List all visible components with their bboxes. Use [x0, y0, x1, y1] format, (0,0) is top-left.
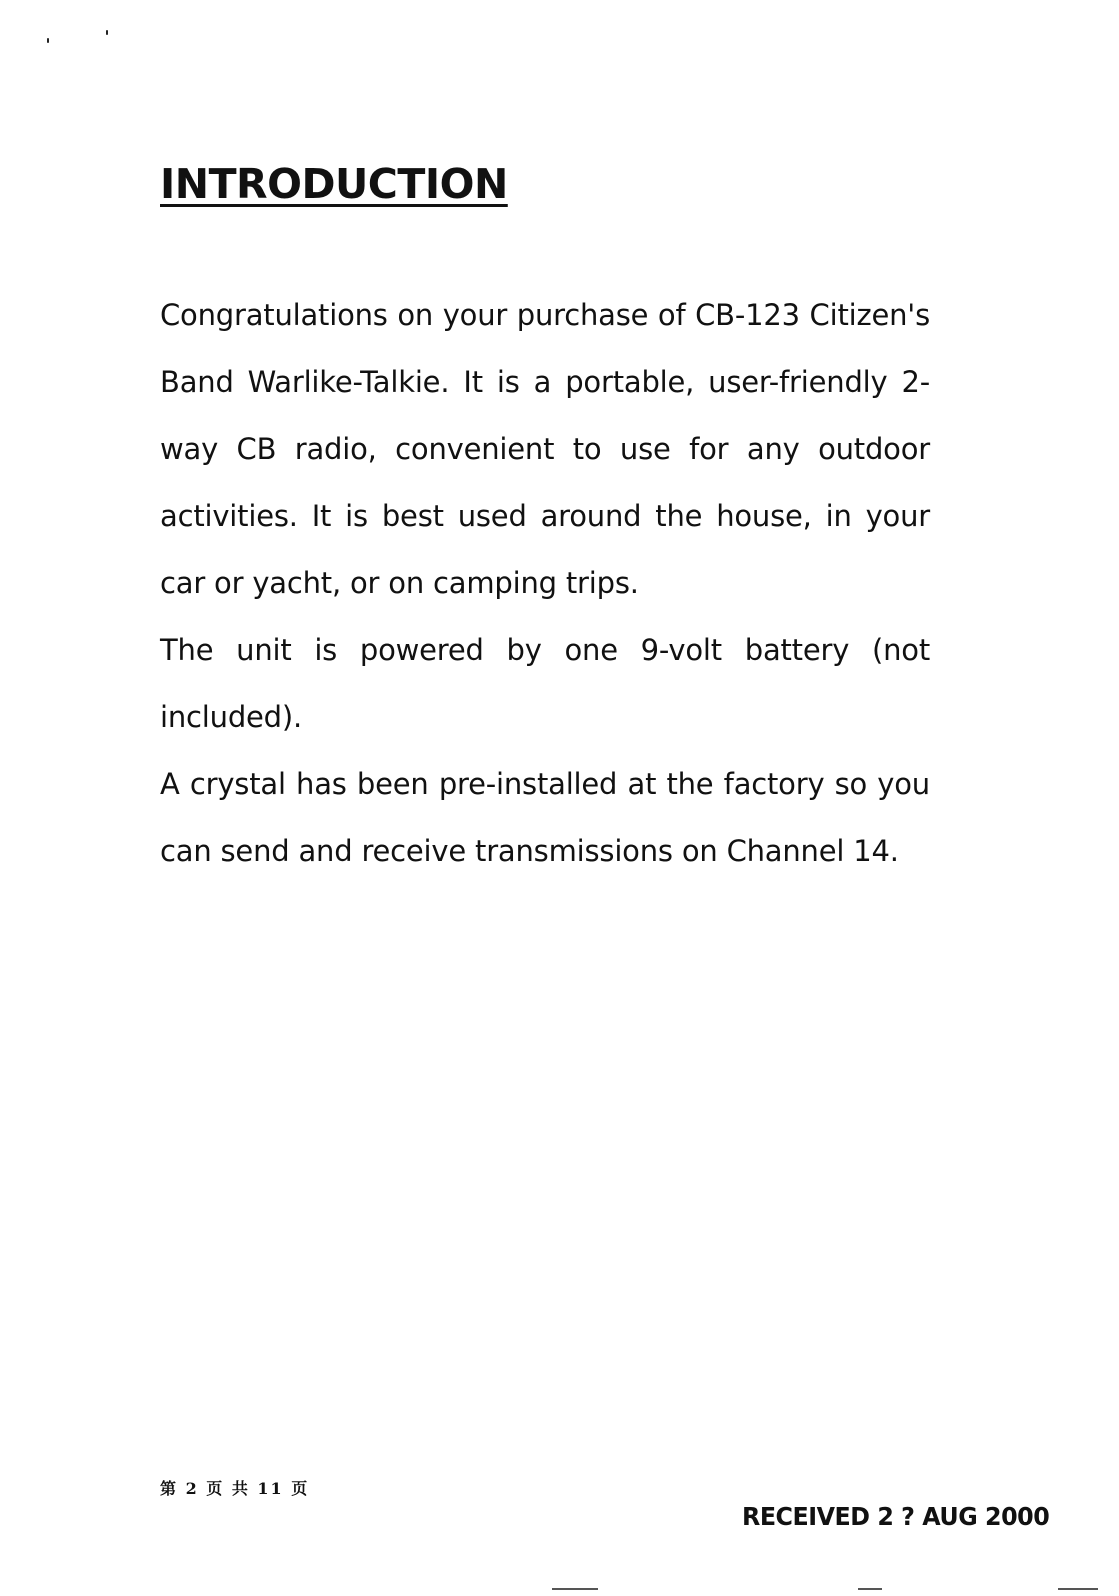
- paragraph-crystal: A crystal has been pre-installed at the factory so you can send and receive transmissions on Channel 14.: [160, 767, 930, 868]
- paragraph-intro: Congratulations on your purchase of CB-123 Citizen's Band Warlike-Talkie. It is a portable, user-friendly 2-way CB radio, convenient to use for any outdoor activities. It is best used around the house, in your car or yacht, or on camping trips.: [160, 298, 930, 600]
- page-number: 第 2 页 共 11 页: [160, 1479, 310, 1498]
- scan-edge-line: [552, 1588, 598, 1590]
- received-stamp: RECEIVED 2 ? AUG 2000: [742, 1502, 1050, 1531]
- document-body: [160, 282, 930, 885]
- page-title: INTRODUCTION: [160, 160, 508, 208]
- scan-speck: [106, 30, 108, 35]
- scan-speck: [47, 38, 49, 43]
- scan-edge-line: [858, 1588, 882, 1590]
- scan-edge-line: [1058, 1588, 1098, 1590]
- paragraph-power: The unit is powered by one 9-volt battery (not included).: [160, 633, 930, 734]
